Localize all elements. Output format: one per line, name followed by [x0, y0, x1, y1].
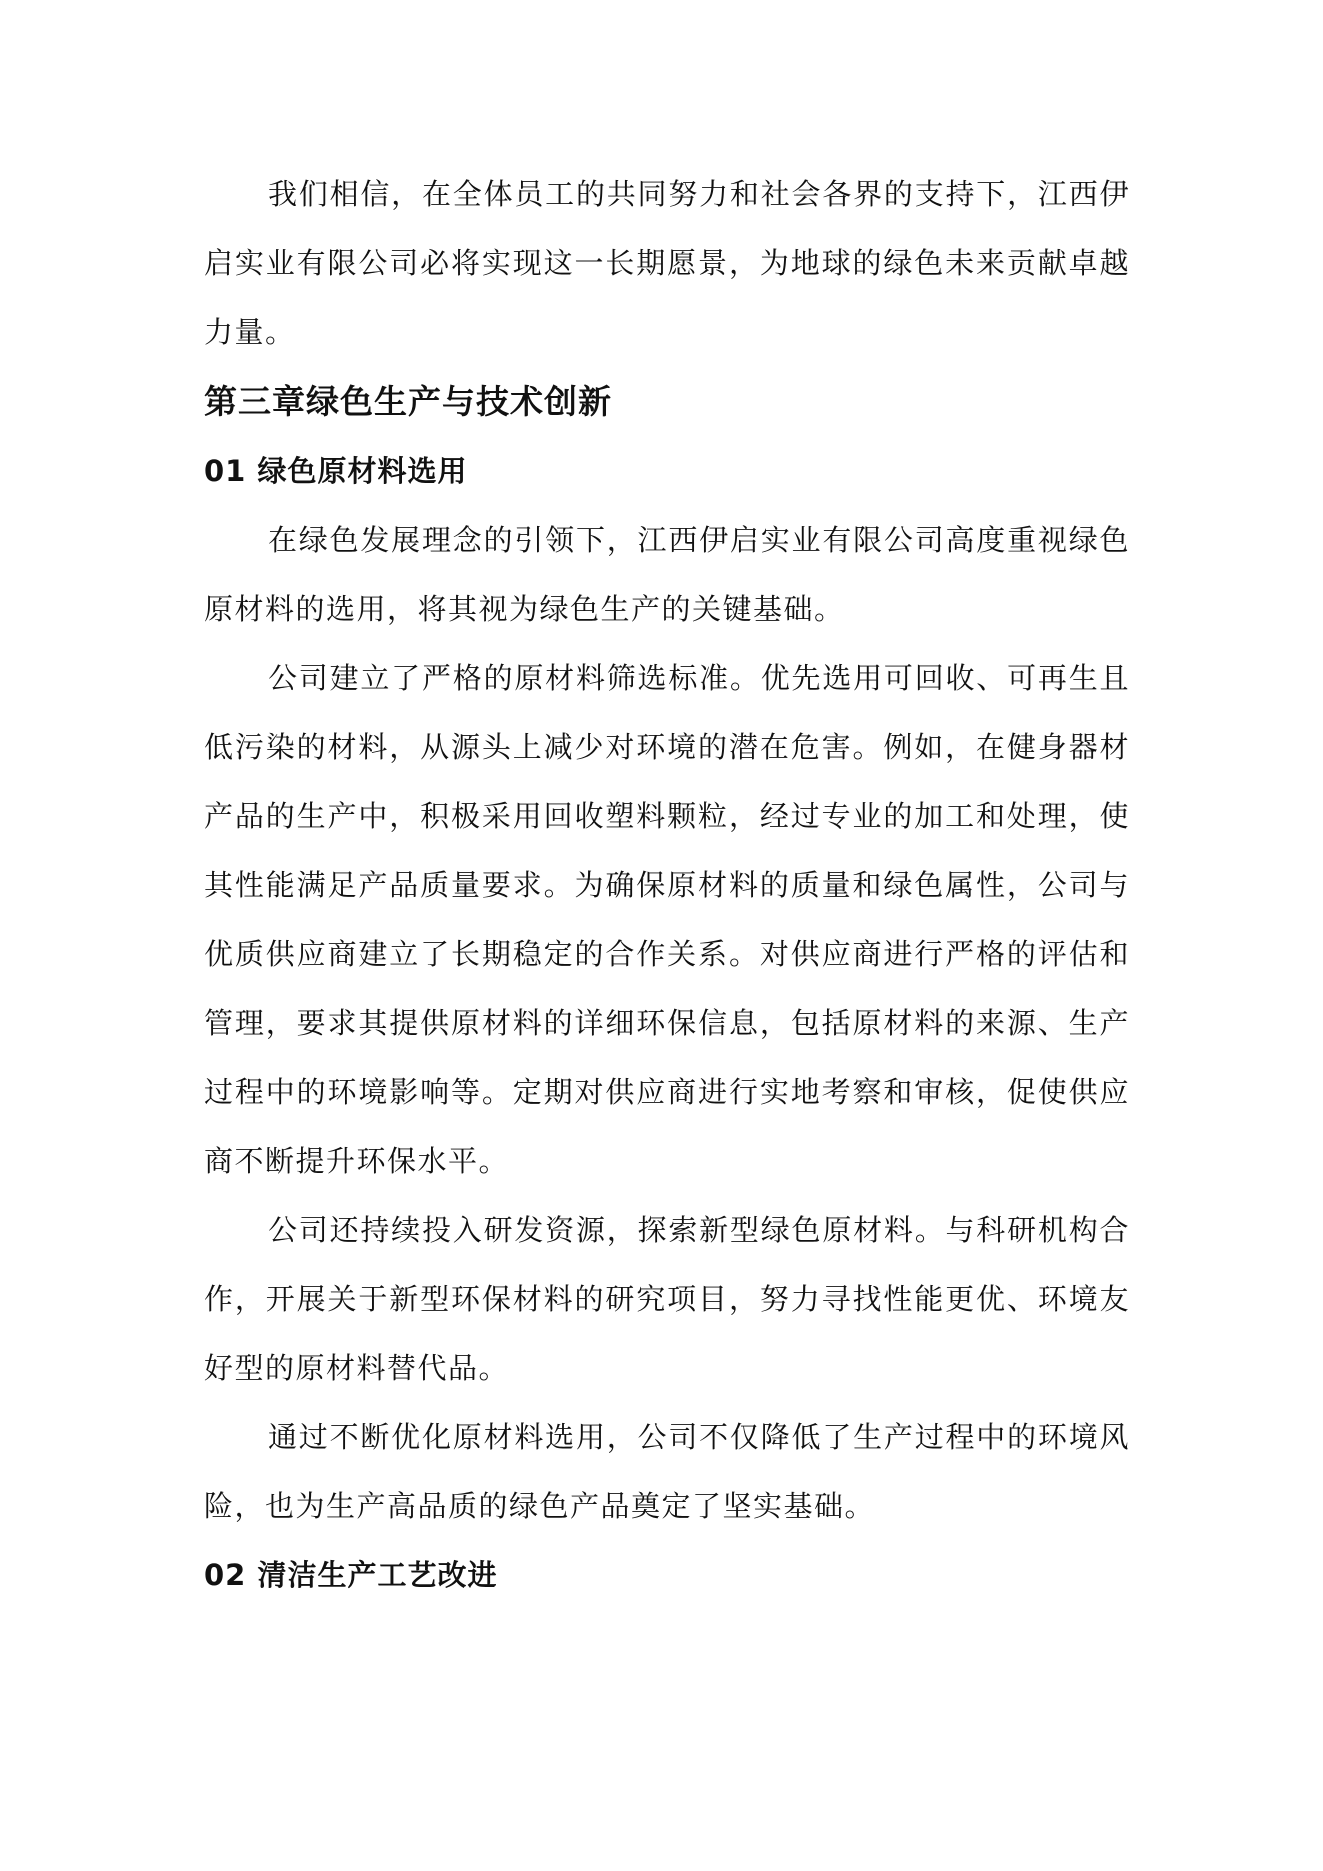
document-page: [204, 160, 1130, 1610]
section-title-raw-materials: 01 绿色原材料选用: [204, 454, 468, 488]
intro-paragraph: 我们相信，在全体员工的共同努力和社会各界的支持下，江西伊启实业有限公司必将实现这一长期愿景，为地球的绿色未来贡献卓越力量。: [204, 177, 1130, 349]
chapter-title: 第三章绿色生产与技术创新: [204, 382, 612, 421]
body-paragraph: 通过不断优化原材料选用，公司不仅降低了生产过程中的环境风险，也为生产高品质的绿色产品奠定了坚实基础。: [204, 1420, 1130, 1523]
body-paragraph: 公司还持续投入研发资源，探索新型绿色原材料。与科研机构合作，开展关于新型环保材料的研究项目，努力寻找性能更优、环境友好型的原材料替代品。: [204, 1213, 1130, 1385]
section-title-clean-production: 02 清洁生产工艺改进: [204, 1558, 498, 1592]
body-paragraph: 公司建立了严格的原材料筛选标准。优先选用可回收、可再生且低污染的材料，从源头上减少对环境的潜在危害。例如，在健身器材产品的生产中，积极采用回收塑料颗粒，经过专业的加工和处理，使其性能满足产品质量要求。为确保原材料的质量和绿色属性，公司与优质供应商建立了长期稳定的合作关系。对供应商进行严格的评估和管理，要求其提供原材料的详细环保信息，包括原材料的来源、生产过程中的环境影响等。定期对供应商进行实地考察和审核，促使供应商不断提升环保水平。: [204, 661, 1130, 1178]
body-paragraph: 在绿色发展理念的引领下，江西伊启实业有限公司高度重视绿色原材料的选用，将其视为绿色生产的关键基础。: [204, 523, 1130, 626]
